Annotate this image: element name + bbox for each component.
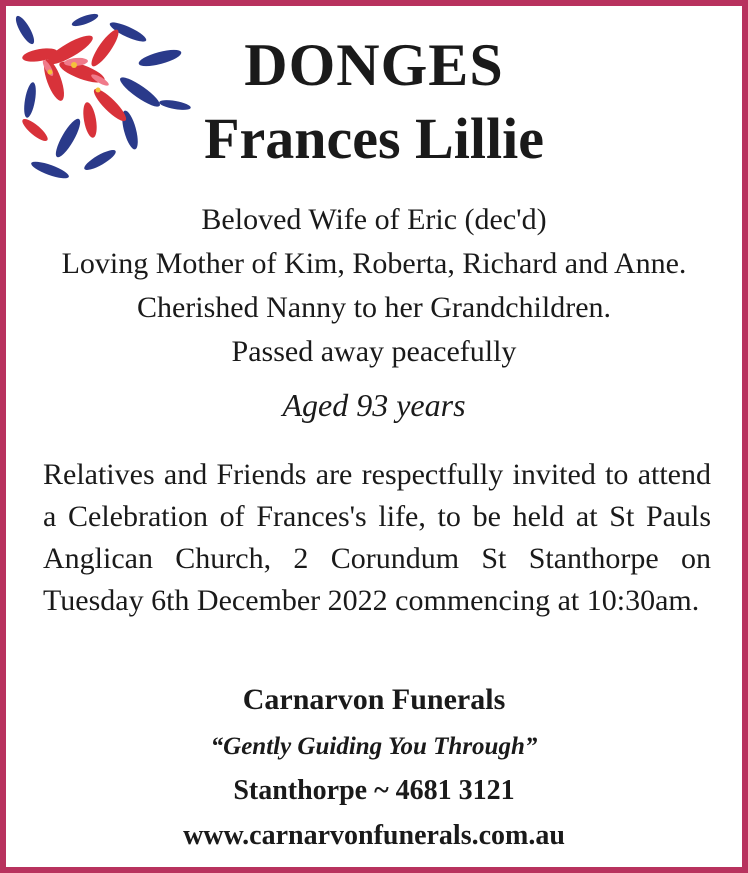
tribute-line: Passed away peacefully (231, 335, 517, 368)
tribute-line: Cherished Nanny to her Grandchildren. (136, 291, 612, 324)
service-details: Relatives and Friends are respectfully invited to attend a Celebration of Frances's life, to be held at St Pauls Anglican Church, 2 Corundum St Stanthorpe on Tuesday 6th December 2022 commencing at 10:30am. (43, 458, 711, 617)
funeral-director-phone: Stanthorpe ~ 4681 3121 (233, 775, 515, 806)
surname-heading: DONGES (244, 32, 504, 98)
given-names-heading: Frances Lillie (204, 106, 544, 171)
funeral-director-name: Carnarvon Funerals (242, 683, 506, 716)
funeral-director-website: www.carnarvonfunerals.com.au (183, 820, 565, 851)
tribute-line: Beloved Wife of Eric (dec'd) (201, 203, 547, 236)
age-line: Aged 93 years (282, 387, 466, 423)
funeral-director-tagline: “Gently Guiding You Through” (210, 733, 538, 760)
tribute-block (6, 198, 742, 374)
tribute-line: Loving Mother of Kim, Roberta, Richard and Anne. (61, 247, 687, 280)
